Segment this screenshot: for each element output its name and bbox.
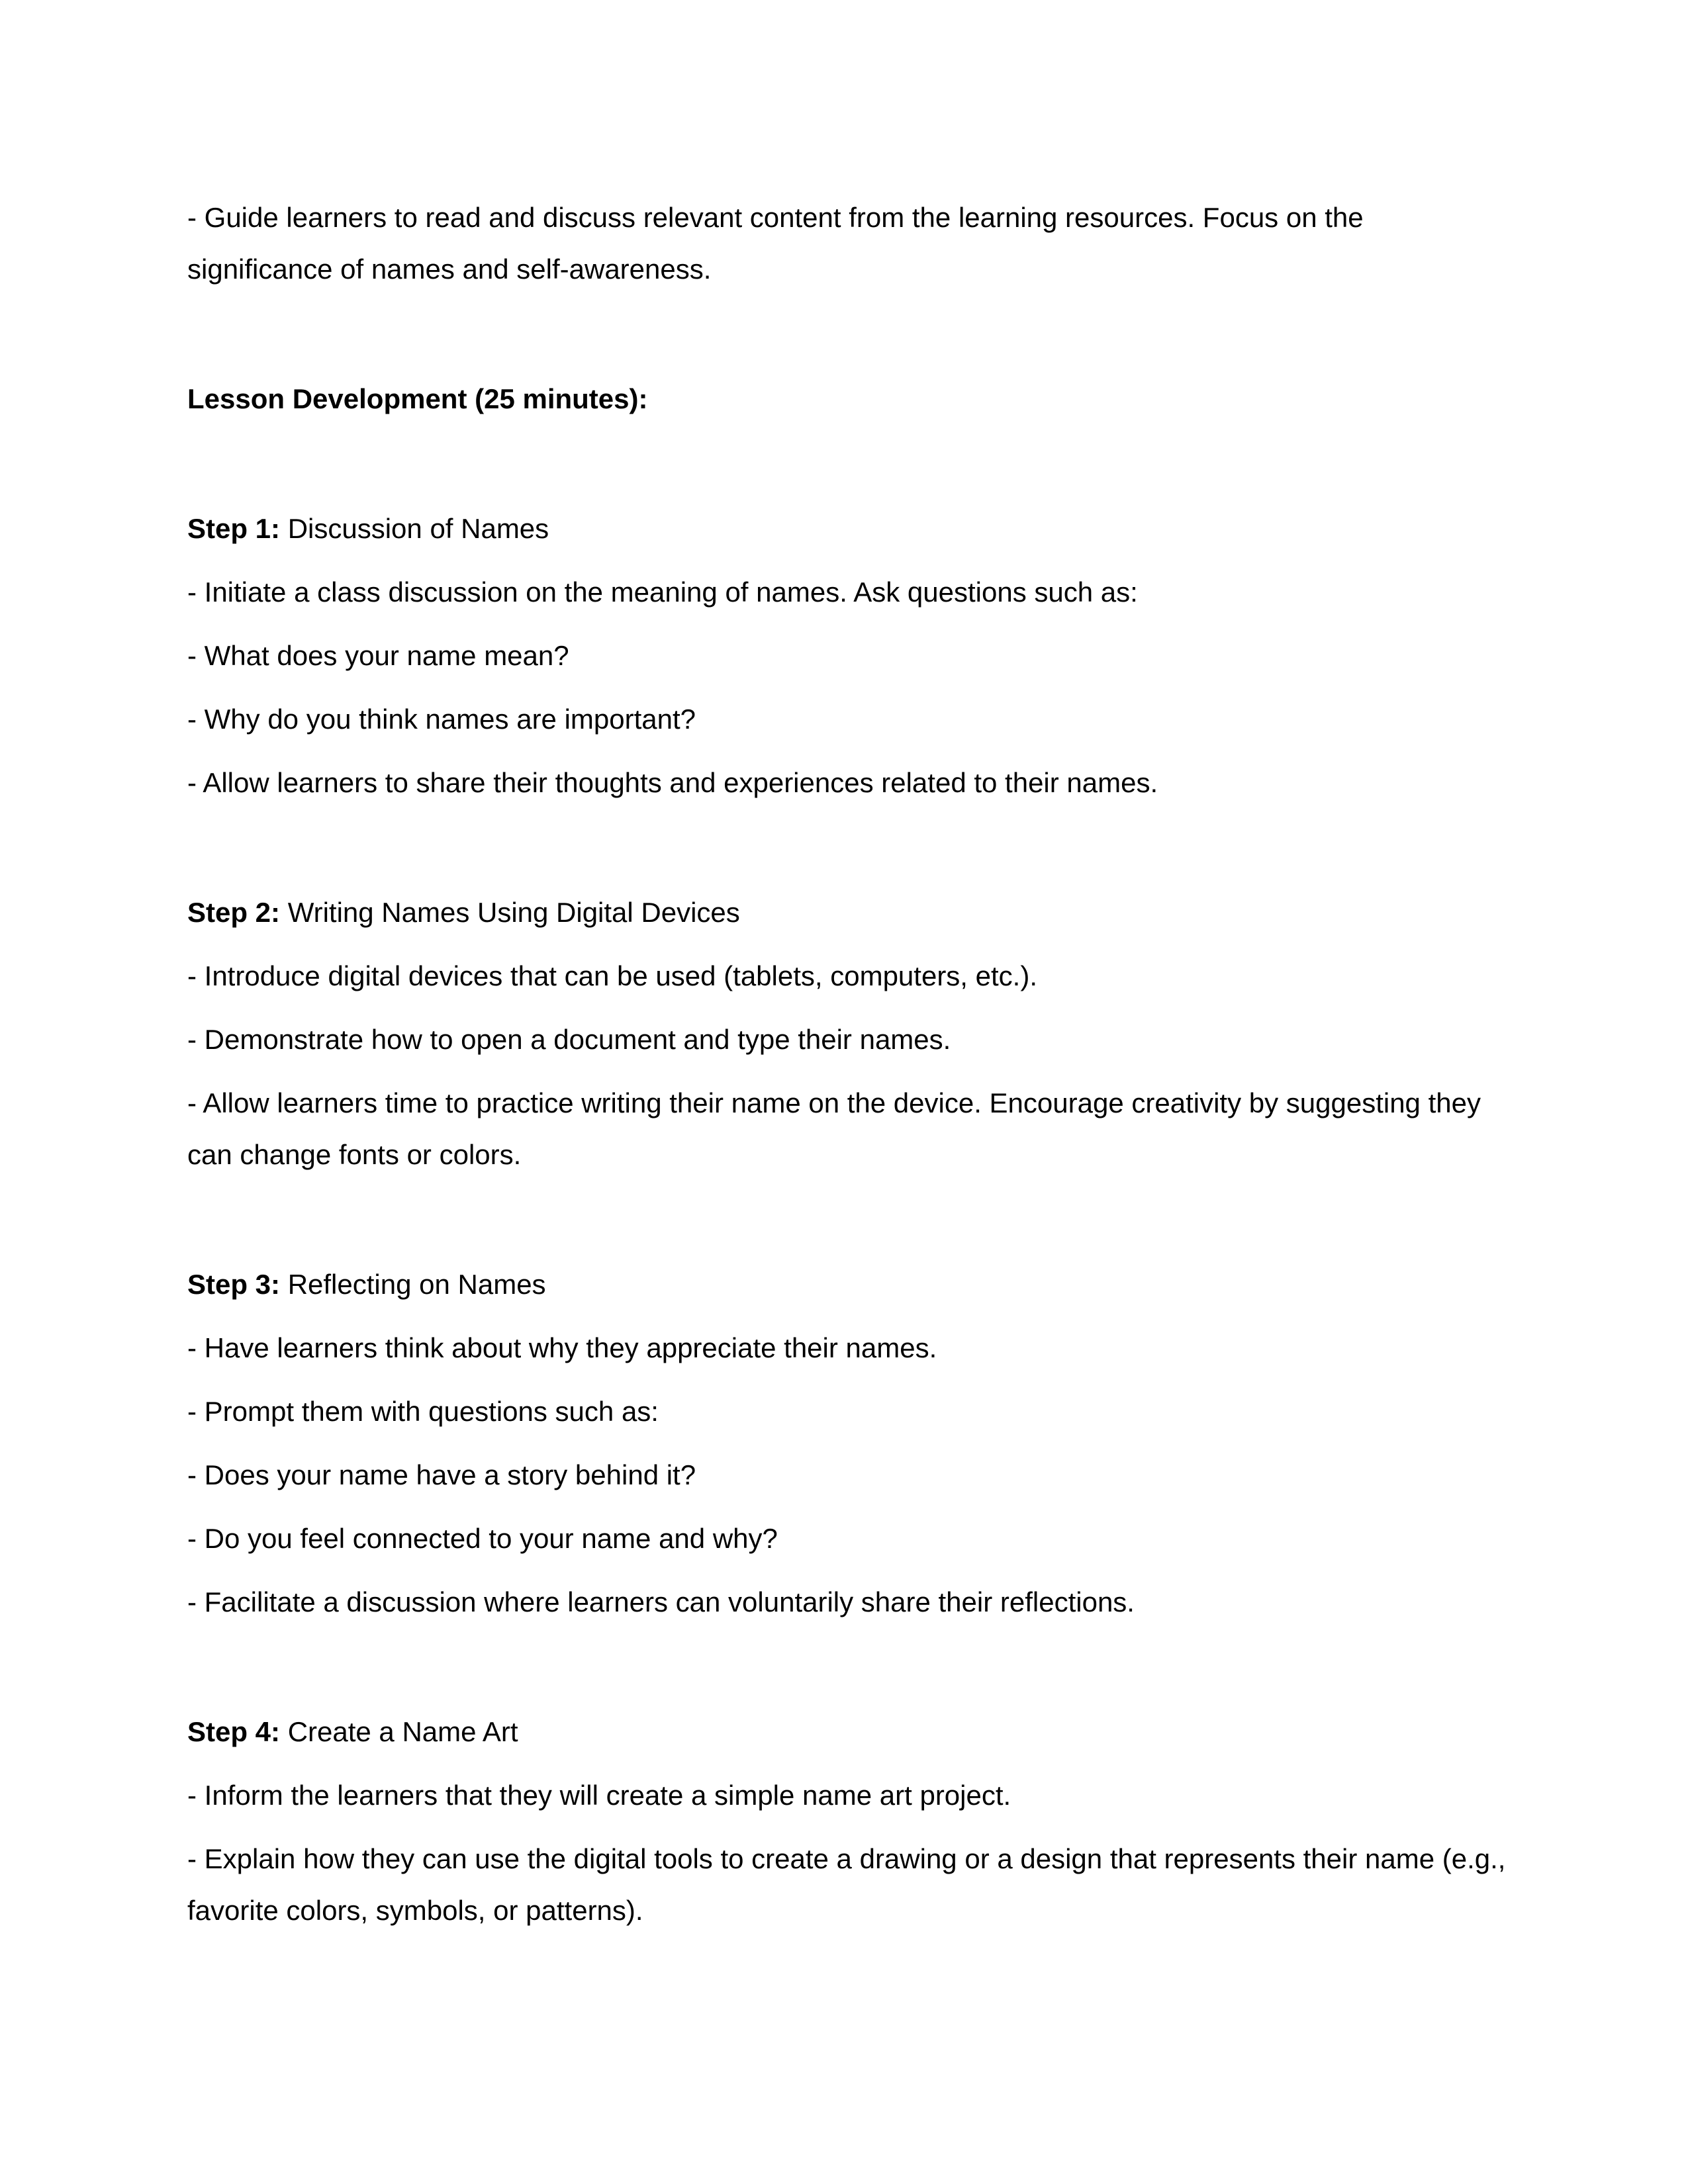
step-3-bullet-4: - Do you feel connected to your name and why? [187,1523,778,1554]
step-1-bullet-1: - Initiate a class discussion on the meaning of names. Ask questions such as: [187,576,1138,608]
lesson-development-heading: Lesson Development (25 minutes): [187,383,648,414]
step-4-heading [187,1706,1506,1758]
step-2-label: Step 2: [187,897,281,928]
step-1-bullet-2: - What does your name mean? [187,640,569,671]
step-3-bullet-3: - Does your name have a story behind it? [187,1459,696,1490]
step-3-bullet-5: - Facilitate a discussion where learners can voluntarily share their reflections. [187,1586,1135,1617]
step-4-label: Step 4: [187,1716,281,1747]
step-3-bullet-1: - Have learners think about why they appreciate their names. [187,1332,937,1363]
step-1-bullet-3: - Why do you think names are important? [187,704,696,735]
step-4-title: Create a Name Art [280,1716,518,1747]
step-1-label: Step 1: [187,513,281,544]
step-2-bullet-3: - Allow learners time to practice writing their name on the device. Encourage creativity by suggesting they can change fonts or colors. [187,1087,1481,1170]
step-2-bullet-2: - Demonstrate how to open a document and type their names. [187,1024,951,1055]
step-4-bullet-2: - Explain how they can use the digital tools to create a drawing or a design that represents their name (e.g., favorite colors, symbols, or patterns). [187,1843,1506,1926]
step-2-heading [187,887,1506,938]
step-4-bullet-1: - Inform the learners that they will create a simple name art project. [187,1780,1011,1811]
step-3-bullet-2: - Prompt them with questions such as: [187,1396,659,1427]
step-1-bullet-4: - Allow learners to share their thoughts and experiences related to their names. [187,767,1158,798]
step-2-title: Writing Names Using Digital Devices [280,897,740,928]
step-3-label: Step 3: [187,1269,281,1300]
step-3-heading [187,1259,1506,1310]
step-3-title: Reflecting on Names [280,1269,546,1300]
step-1-heading [187,503,1506,555]
intro-paragraph: - Guide learners to read and discuss relevant content from the learning resources. Focus on the significance of names and self-awareness. [187,202,1364,285]
step-2-bullet-1: - Introduce digital devices that can be used (tablets, computers, etc.). [187,960,1037,991]
step-1-title: Discussion of Names [280,513,549,544]
